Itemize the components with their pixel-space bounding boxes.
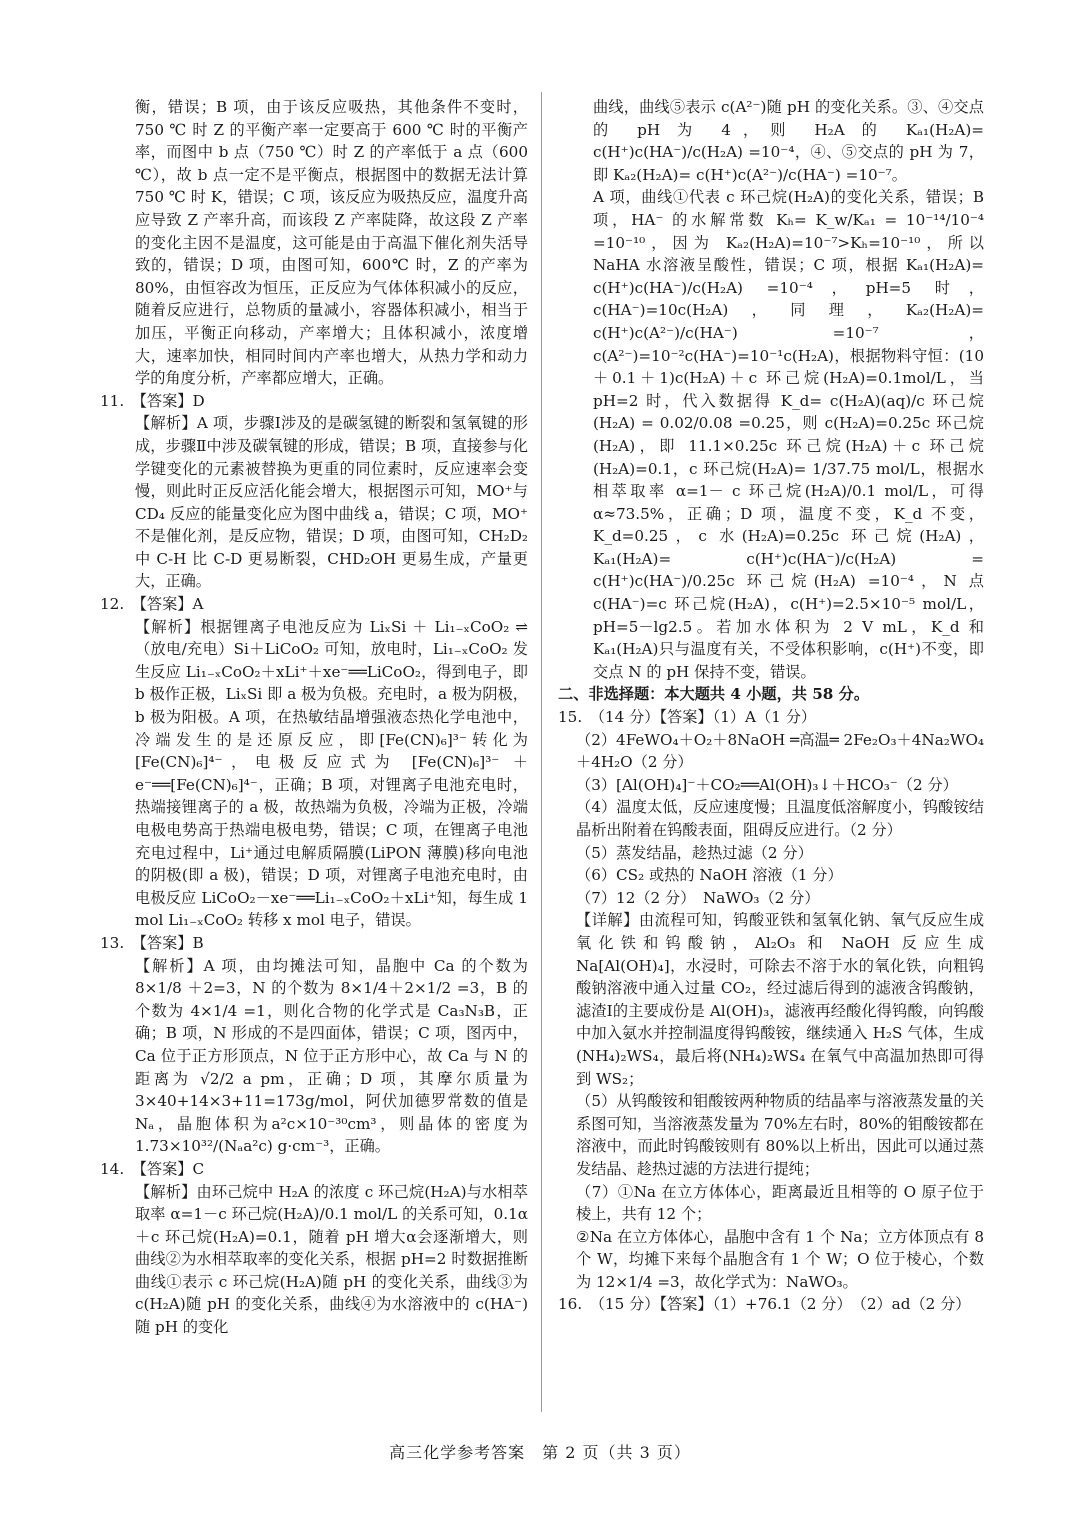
left-paragraph: 13. 【答案】B — [100, 933, 204, 952]
right-paragraph: 二、非选择题：本大题共 4 小题，共 58 分。 — [558, 685, 870, 704]
left-paragraph: 11. 【答案】D — [100, 391, 205, 410]
left-paragraph: 【解析】A 项，步骤Ⅰ涉及的是碳氢键的断裂和氢氧键的形成，步骤Ⅱ中涉及碳氧键的形成，错误；B 项，直接参与化学键变化的元素被替换为更重的同位素时，反应速率会变慢，则此时正反应活化能会增大，根据图示可知，MO⁺与 CD₄ 反应的能量变化应为图中曲线 a，错误；C 项，MO⁺不是催化剂，是反应物，错误；D 项，由图可知，CH₂D₂ 中 C-H 比 C-D 更易断裂，CHD₂OH 更易生成，产量更大，正确。 — [135, 414, 528, 591]
right-paragraph: （3）[Al(OH)₄]⁻＋CO₂══Al(OH)₃↓＋HCO₃⁻（2 分） — [576, 775, 958, 794]
column-divider — [541, 92, 542, 1412]
right-paragraph: （4）温度太低，反应速度慢；且温度低溶解度小，钨酸铵结晶析出附着在钨酸表面，阻碍反应进行。（2 分） — [576, 798, 984, 839]
right-paragraph: （2）4FeWO₄＋O₂＋8NaOH ═高温═ 2Fe₂O₃＋4Na₂WO₄ ＋4H₂O（2 分） — [576, 730, 984, 772]
right-paragraph: 曲线，曲线⑤表示 c(A²⁻)随 pH 的变化关系。③、④交点的 pH 为 4，则 H₂A 的 Kₐ₁(H₂A)= c(H⁺)c(HA⁻)/c(H₂A) =10⁻⁴，④、⑤交点的 pH 为 7，即 Kₐ₂(H₂A)= c(H⁺)c(A²⁻)/c(HA⁻) =10⁻⁷。 — [593, 98, 984, 184]
left-paragraph: 12. 【答案】A — [100, 595, 204, 614]
left-paragraph: 【解析】A 项，由均摊法可知，晶胞中 Ca 的个数为 8×1/8 ＋2=3，N 的个数为 8×1/4＋2×1/2 =3，B 的个数为 4×1/4 =1，则化合物的化学式是 Ca₃N₃B，正确；B 项，N 形成的不是四面体，错误；C 项，图丙中，Ca 位于正方形顶点，N 位于正方形中心，故 Ca 与 N 的距离为 √2/2 a pm，正确；D 项，其摩尔质量为 3×40+14×3+11=173g/mol，阿伏加德罗常数的值是 Nₐ，晶胞体积为a²c×10⁻³⁰cm³，则晶体的密度为 1.73×10³²/(Nₐa²c) g·cm⁻³，正确。 — [135, 956, 528, 1156]
left-paragraph: 【解析】由环己烷中 H₂A 的浓度 c 环己烷(H₂A)与水相萃取率 α=1－c 环己烷(H₂A)/0.1 mol/L 的关系可知，0.1α＋c 环己烷(H₂A)=0.1，随着 pH 增大α会逐渐增大，则曲线②为水相萃取率的变化关系，根据 pH=2 时数据推断曲线①表示 c 环己烷(H₂A)随 pH 的变化关系，曲线③为 c(H₂A)随 pH 的变化关系，曲线④为水溶液中的 c(HA⁻)随 pH 的变化 — [135, 1182, 528, 1337]
right-paragraph: （5）蒸发结晶，趁热过滤（2 分） — [576, 843, 813, 862]
right-paragraph: 【详解】由流程可知，钨酸亚铁和氢氧化钠、氧气反应生成氧化铁和钨酸钠，Al₂O₃ 和 NaOH 反应生成 Na[Al(OH)₄]，水浸时，可除去不溶于水的氧化铁，向粗钨酸钠溶液中通入过量 CO₂，经过滤后得到的滤液含钨酸钠，滤渣Ⅰ的主要成份是 Al(OH)₃，滤液再经酸化得钨酸，向钨酸中加入氨水并控制温度得钨酸铵，继续通入 H₂S 气体，生成(NH₄)₂WS₄，最后将(NH₄)₂WS₄ 在氧气中高温加热即可得到 WS₂； — [576, 911, 984, 1088]
left-paragraph: 14. 【答案】C — [100, 1159, 205, 1178]
right-paragraph: 16. （15 分）【答案】（1）+76.1（2 分） （2）ad（2 分） — [558, 1295, 971, 1314]
right-paragraph: （5）从钨酸铵和钼酸铵两种物质的结晶率与溶液蒸发量的关系图可知，当溶液蒸发量为 70%左右时，80%的钼酸铵都在溶液中，而此时钨酸铵则有 80%以上析出，因此可以通过蒸发结晶、趁热过滤的方法进行提纯； — [576, 1092, 984, 1178]
left-paragraph: 衡，错误；B 项，由于该反应吸热，其他条件不变时，750 ℃ 时 Z 的平衡产率一定要高于 600 ℃ 时的平衡产率，而图中 b 点（750 ℃）时 Z 的产率低于 a 点（600 ℃），故 b 点一定不是平衡点，根据图中的数据无法计算 750 ℃ 时 K，错误；C 项，该反应为吸热反应，温度升高应导致 Z 产率升高，而该段 Z 产率陡降，故这段 Z 产率的变化主因不是温度，这可能是由于高温下催化剂失活导致的，错误；D 项，由图可知，600℃ 时，Z 的产率为 80%，由恒容改为恒压，正反应为气体体积减小的反应，随着反应进行，总物质的量减小，容器体积减小，相当于加压，平衡正向移动，产率增大；且体积减小，浓度增大，速率加快，相同时间内产率也增大，从热力学和动力学的角度分析，产率都应增大，正确。 — [135, 98, 528, 388]
right-paragraph: A 项，曲线①代表 c 环己烷(H₂A)的变化关系，错误；B 项，HA⁻ 的水解常数 Kₕ= K_w/Kₐ₁ = 10⁻¹⁴/10⁻⁴ =10⁻¹⁰，因为 Kₐ₂(H₂A)=10⁻⁷>Kₕ=10⁻¹⁰，所以 NaHA 水溶液呈酸性，错误；C 项，根据 Kₐ₁(H₂A)= c(H⁺)c(HA⁻)/c(H₂A) =10⁻⁴，pH=5 时，c(HA⁻)=10c(H₂A)，同理，Kₐ₂(H₂A)= c(H⁺)c(A²⁻)/c(HA⁻) =10⁻⁷，c(A²⁻)=10⁻²c(HA⁻)=10⁻¹c(H₂A)，根据物料守恒：(10＋0.1＋1)c(H₂A)＋c 环己烷(H₂A)=0.1mol/L，当 pH=2 时，代入数据得 K_d= c(H₂A)(aq)/c 环己烷(H₂A) = 0.02/0.08 =0.25，则 c(H₂A)=0.25c 环己烷(H₂A)，即 11.1×0.25c 环己烷(H₂A)＋c 环己烷(H₂A)=0.1，c 环己烷(H₂A)= 1/37.75 mol/L，根据水相萃取率 α=1－ c 环己烷(H₂A)/0.1 mol/L，可得α≈73.5%，正确；D 项，温度不变，K_d 不变，K_d=0.25，c 水(H₂A)=0.25c 环己烷(H₂A)，Kₐ₁(H₂A)= c(H⁺)c(HA⁻)/c(H₂A) = c(H⁺)c(HA⁻)/0.25c 环己烷(H₂A) =10⁻⁴，N 点 c(HA⁻)=c 环己烷(H₂A)，c(H⁺)=2.5×10⁻⁵ mol/L，pH=5－lg2.5。若加水体积为 2 V mL，K_d 和 Kₐ₁(H₂A)只与温度有关，不受体积影响，c(H⁺)不变，即交点 N 的 pH 保持不变，错误。 — [593, 188, 984, 681]
right-paragraph: ②Na 在立方体体心，晶胞中含有 1 个 Na；立方体顶点有 8 个 W，均摊下来每个晶胞含有 1 个 W；O 位于棱心，个数为 12×1/4 =3，故化学式为：NaWO₃。 — [576, 1227, 984, 1291]
left-column — [100, 96, 528, 1339]
right-paragraph: （6）CS₂ 或热的 NaOH 溶液（1 分） — [576, 866, 843, 885]
left-paragraph: 【解析】根据锂离子电池反应为 LiₓSi ＋ Li₁₋ₓCoO₂ ⇌（放电/充电）Si＋LiCoO₂ 可知，放电时，Li₁₋ₓCoO₂ 发生反应 Li₁₋ₓCoO₂＋xLi⁺＋xe⁻══LiCoO₂，得到电子，即 b 极作正极，LiₓSi 即 a 极为负极。充电时，a 极为阴极，b 极为阳极。A 项，在热敏结晶增强液态热化学电池中，冷端发生的是还原反应，即[Fe(CN)₆]³⁻转化为[Fe(CN)₆]⁴⁻，电极反应式为 [Fe(CN)₆]³⁻ ＋ e⁻══[Fe(CN)₆]⁴⁻，正确；B 项，对锂离子电池充电时，热端接锂离子的 a 极，故热端为负极，冷端为正极，冷端电极电势高于热端电极电势，错误；C 项，在锂离子电池充电过程中，Li⁺通过电解质隔膜(LiPON 薄膜)移向电池的阴极(即 a 极)，错误；D 项，对锂离子电池充电时，由电极反应 LiCoO₂－xe⁻══Li₁₋ₓCoO₂＋xLi⁺知，每生成 1 mol Li₁₋ₓCoO₂ 转移 x mol 电子，错误。 — [135, 617, 528, 930]
right-paragraph: （7）12（2 分） NaWO₃（2 分） — [576, 888, 820, 907]
right-paragraph: 15. （14 分）【答案】（1）A（1 分） — [558, 708, 817, 727]
page-footer: 高三化学参考答案 第 2 页（共 3 页） — [389, 1443, 691, 1462]
right-paragraph: （7）①Na 在立方体体心，距离最近且相等的 O 原子位于棱上，共有 12 个； — [576, 1182, 984, 1224]
right-column — [558, 96, 984, 1316]
